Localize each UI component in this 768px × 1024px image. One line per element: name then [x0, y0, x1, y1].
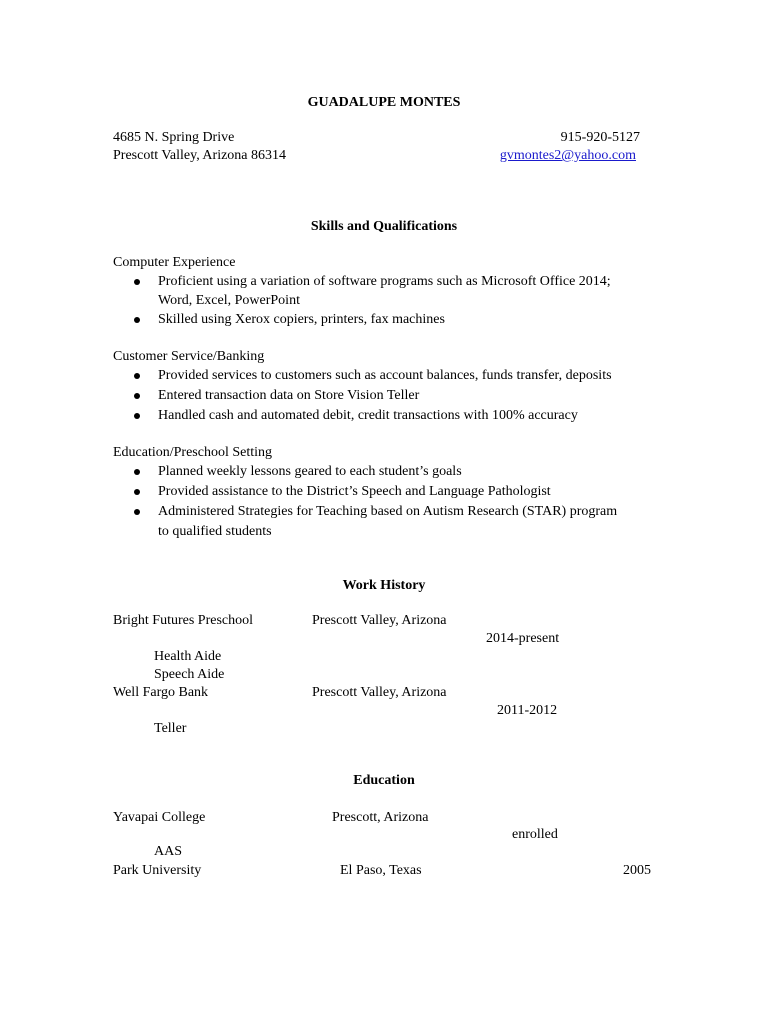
skill-item: Provided assistance to the District’s Speech and Language Pathologist [158, 484, 551, 499]
bullet-icon [134, 393, 140, 399]
skill-group-title: Customer Service/Banking [113, 349, 265, 364]
employment-dates: 2014-present [486, 631, 560, 646]
bullet-icon [134, 279, 140, 285]
phone-number: 915-920-5127 [560, 130, 640, 145]
work-history-heading: Work History [342, 578, 426, 593]
enrollment-status: enrolled [512, 827, 558, 842]
employer-name: Bright Futures Preschool [113, 613, 253, 628]
job-role: Speech Aide [154, 667, 225, 682]
school-name: Park University [113, 863, 202, 878]
street-address: 4685 N. Spring Drive [113, 130, 235, 145]
skill-item: Planned weekly lessons geared to each student’s goals [158, 464, 462, 479]
degree: AAS [154, 844, 183, 859]
employer-name: Well Fargo Bank [113, 685, 209, 700]
skill-group-title: Computer Experience [113, 255, 236, 270]
employer-location: Prescott Valley, Arizona [312, 685, 447, 700]
school-name: Yavapai College [113, 810, 206, 825]
skill-item: Provided services to customers such as account balances, funds transfer, deposits [158, 368, 612, 383]
graduation-year: 2005 [623, 863, 651, 878]
skill-item-continued: to qualified students [158, 524, 272, 539]
job-role: Health Aide [154, 649, 222, 664]
employment-dates: 2011-2012 [497, 703, 558, 718]
skills-heading: Skills and Qualifications [310, 219, 458, 234]
bullet-icon [134, 373, 140, 379]
bullet-icon [134, 489, 140, 495]
skill-item: Entered transaction data on Store Vision Teller [158, 388, 420, 403]
skill-item: Proficient using a variation of software programs such as Microsoft Office 2014; [158, 274, 611, 289]
skill-item: Handled cash and automated debit, credit transactions with 100% accuracy [158, 408, 578, 423]
bullet-icon [134, 413, 140, 419]
school-location: El Paso, Texas [340, 863, 422, 878]
skill-group-title: Education/Preschool Setting [113, 445, 273, 460]
job-role: Teller [154, 721, 187, 736]
skill-item: Administered Strategies for Teaching based on Autism Research (STAR) program [158, 504, 618, 519]
school-location: Prescott, Arizona [332, 810, 429, 825]
skill-item-continued: Word, Excel, PowerPoint [158, 293, 300, 308]
bullet-icon [134, 317, 140, 323]
bullet-icon [134, 469, 140, 475]
email-link[interactable]: gvmontes2@yahoo.com [499, 148, 636, 163]
bullet-icon [134, 509, 140, 515]
city-state-zip: Prescott Valley, Arizona 86314 [113, 148, 287, 163]
education-heading: Education [353, 773, 415, 788]
skill-item: Skilled using Xerox copiers, printers, fax machines [158, 312, 445, 327]
employer-location: Prescott Valley, Arizona [312, 613, 447, 628]
resume-name: GUADALUPE MONTES [307, 95, 461, 110]
